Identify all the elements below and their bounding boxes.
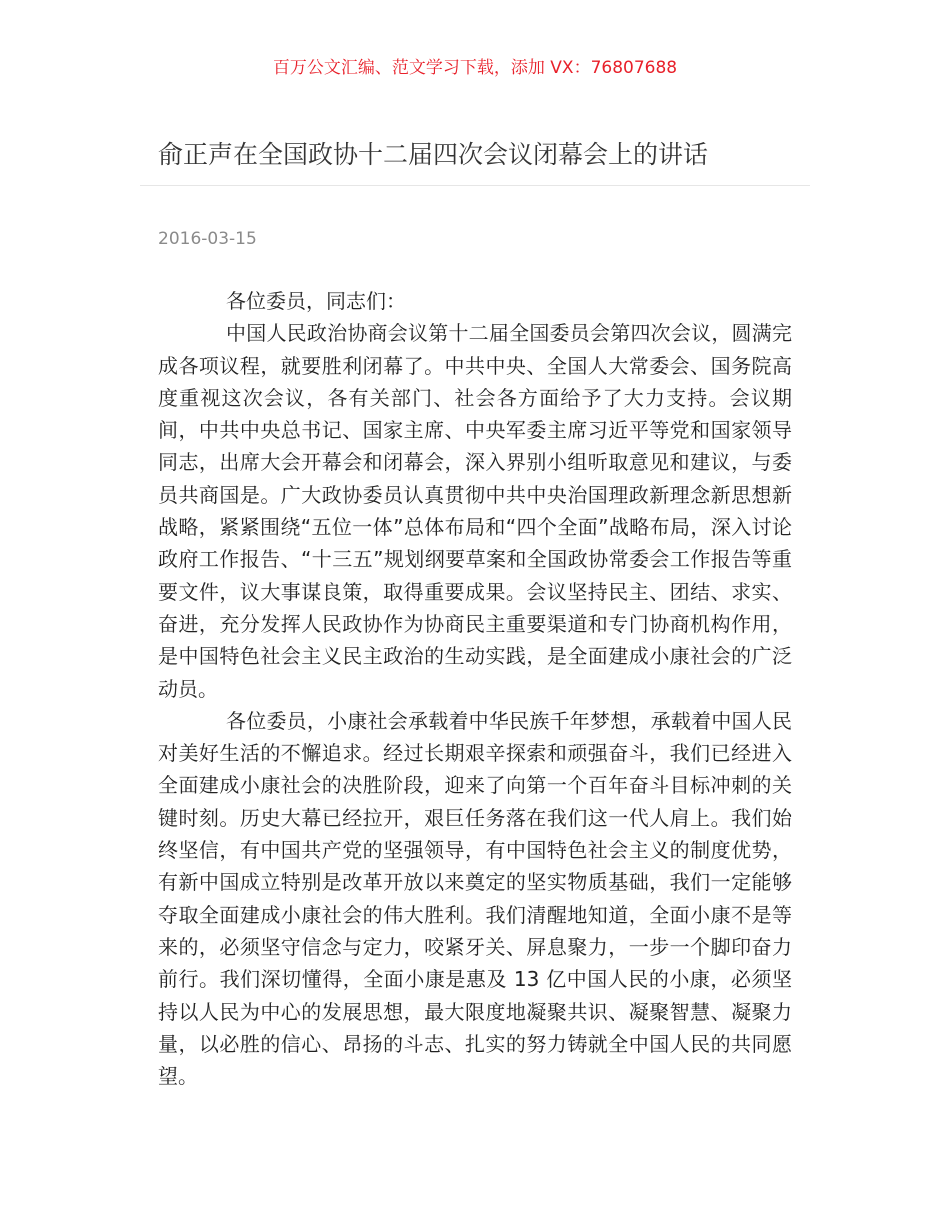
article-title: 俞正声在全国政协十二届四次会议闭幕会上的讲话 <box>158 140 709 169</box>
article-body <box>158 285 792 1092</box>
paragraph: 中国人民政治协商会议第十二届全国委员会第四次会议，圆满完成各项议程，就要胜利闭幕了。中共中央、全国人大常委会、国务院高度重视这次会议，各有关部门、社会各方面给予了大力支持。会议期间，中共中央总书记、国家主席、中央军委主席习近平等党和国家领导同志，出席大会开幕会和闭幕会，深入界别小组听取意见和建议，与委员共商国是。广大政协委员认真贯彻中共中央治国理政新理念新思想新战略，紧紧围绕“五位一体”总体布局和“四个全面”战略布局，深入讨论政府工作报告、“十三五”规划纲要草案和全国政协常委会工作报告等重要文件，议大事谋良策，取得重要成果。会议坚持民主、团结、求实、奋进，充分发挥人民政协作为协商民主重要渠道和专门协商机构作用，是中国特色社会主义民主政治的生动实践，是全面建成小康社会的广泛动员。 <box>158 321 792 701</box>
paragraph: 各位委员，小康社会承载着中华民族千年梦想，承载着中国人民对美好生活的不懈追求。经过长期艰辛探索和顽强奋斗，我们已经进入全面建成小康社会的决胜阶段，迎来了向第一个百年奋斗目标冲刺的关键时刻。历史大幕已经拉开，艰巨任务落在我们这一代人肩上。我们始终坚信，有中国共产党的坚强领导，有中国特色社会主义的制度优势，有新中国成立特别是改革开放以来奠定的坚实物质基础，我们一定能够夺取全面建成小康社会的伟大胜利。我们清醒地知道，全面小康不是等来的，必须坚守信念与定力，咬紧牙关、屏息聚力，一步一个脚印奋力前行。我们深切懂得，全面小康是惠及 13 亿中国人民的小康，必须坚持以人民为中心的发展思想，最大限度地凝聚共识、凝聚智慧、凝聚力量，以必胜的信心、昂扬的斗志、扎实的努力铸就全中国人民的共同愿望。 <box>158 708 792 1089</box>
promo-banner: 百万公文汇编、范文学习下载，添加 VX：76807688 <box>272 58 678 78</box>
article-date: 2016-03-15 <box>158 229 257 249</box>
paragraph-salutation: 各位委员，同志们： <box>226 289 406 313</box>
title-divider <box>140 185 810 186</box>
